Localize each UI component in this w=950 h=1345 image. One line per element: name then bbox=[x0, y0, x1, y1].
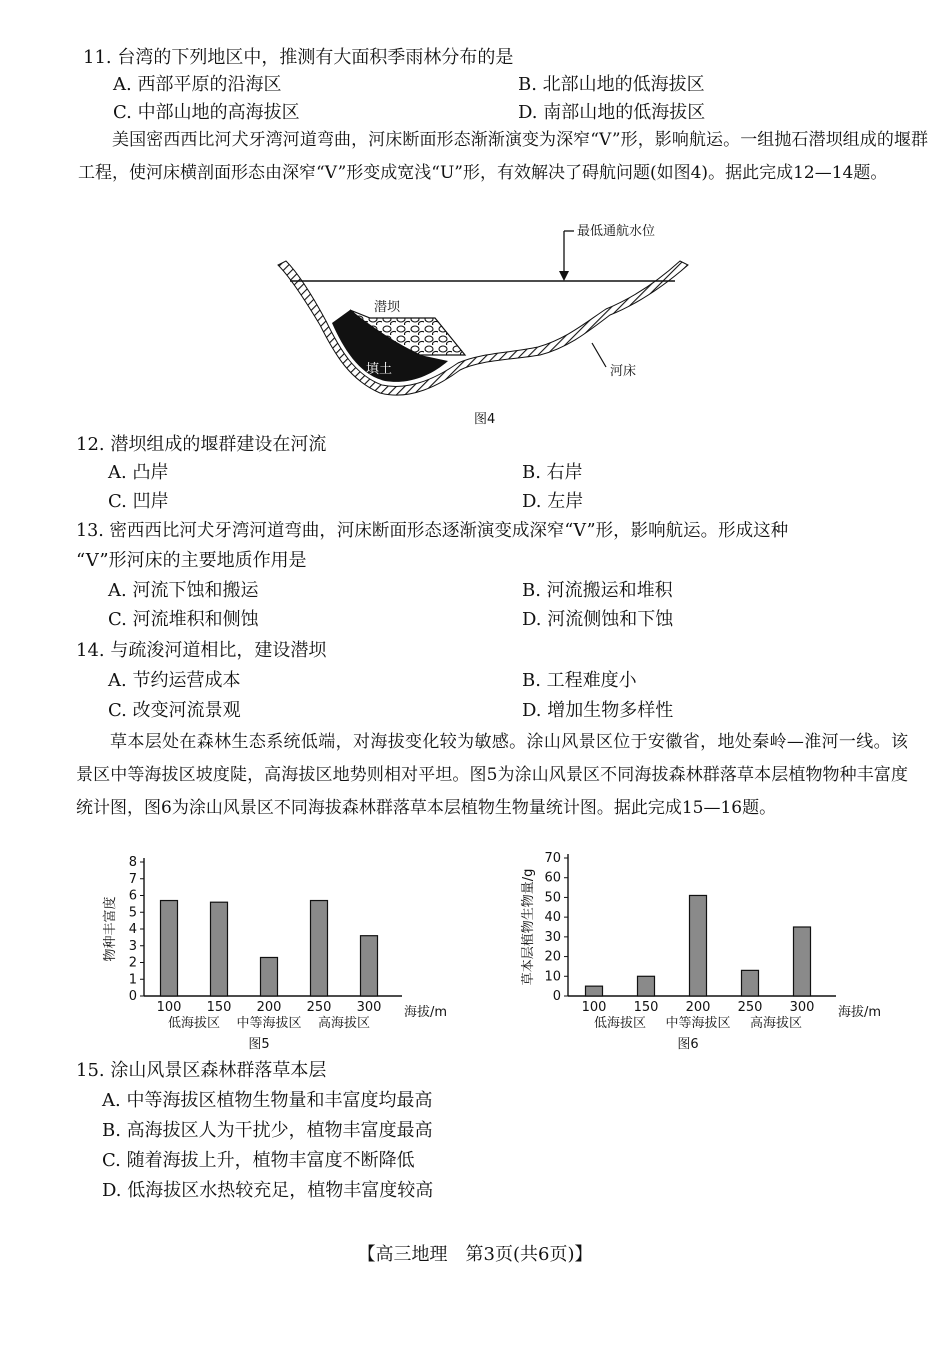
bar bbox=[311, 901, 328, 996]
bar bbox=[638, 976, 655, 996]
y-tick-label: 50 bbox=[544, 890, 561, 906]
zone-label: 中等海拔区 bbox=[665, 1016, 731, 1031]
y-tick-label: 8 bbox=[128, 855, 137, 870]
q11-option-a[interactable]: A. 西部平原的沿海区 bbox=[113, 74, 282, 95]
y-tick-label: 2 bbox=[128, 955, 137, 971]
q15-option-b[interactable]: B. 高海拔区人为干扰少，植物丰富度最高 bbox=[102, 1120, 433, 1141]
q14-option-a[interactable]: A. 节约运营成本 bbox=[108, 670, 241, 691]
x-tick-label: 100 bbox=[156, 1000, 182, 1015]
bar bbox=[690, 895, 707, 996]
y-axis-label: 物种丰富度 bbox=[103, 896, 118, 962]
q12-option-b[interactable]: B. 右岸 bbox=[522, 462, 583, 483]
q13-option-d[interactable]: D. 河流侧蚀和下蚀 bbox=[522, 609, 674, 630]
zone-label: 高海拔区 bbox=[749, 1016, 803, 1031]
y-tick-label: 5 bbox=[128, 905, 137, 921]
q11-option-b[interactable]: B. 北部山地的低海拔区 bbox=[518, 74, 705, 95]
q13-stem-line1: 13. 密西西比河犬牙湾河道弯曲，河床断面形态逐渐演变成深窄“V”形，影响航运。形成这种 bbox=[76, 521, 789, 541]
zone-label: 高海拔区 bbox=[317, 1016, 371, 1031]
label-fill: 填土 bbox=[366, 362, 393, 377]
q12-stem: 12. 潜坝组成的堰群建设在河流 bbox=[76, 434, 327, 455]
q15-option-d[interactable]: D. 低海拔区水热较充足，植物丰富度较高 bbox=[102, 1180, 434, 1201]
x-tick-label: 100 bbox=[581, 1000, 607, 1015]
q14-option-b[interactable]: B. 工程难度小 bbox=[522, 670, 637, 691]
figure-6-biomass-chart bbox=[516, 846, 896, 1050]
q13-option-a[interactable]: A. 河流下蚀和搬运 bbox=[108, 580, 259, 601]
x-axis-label: 海拔/m bbox=[838, 1005, 882, 1020]
bar bbox=[261, 957, 278, 996]
q15-stem: 15. 涂山风景区森林群落草本层 bbox=[76, 1060, 327, 1081]
figure-4-caption: 图4 bbox=[474, 412, 496, 427]
y-tick-label: 4 bbox=[128, 922, 137, 937]
y-tick-label: 20 bbox=[544, 949, 561, 965]
label-bed: 河床 bbox=[610, 364, 637, 379]
zone-label: 低海拔区 bbox=[593, 1016, 647, 1031]
label-water-level: 最低通航水位 bbox=[577, 224, 656, 239]
q15-option-c[interactable]: C. 随着海拔上升，植物丰富度不断降低 bbox=[102, 1150, 415, 1171]
y-tick-label: 40 bbox=[544, 910, 561, 926]
x-tick-label: 200 bbox=[685, 1000, 711, 1015]
y-tick-label: 30 bbox=[544, 929, 561, 945]
q11-option-c[interactable]: C. 中部山地的高海拔区 bbox=[113, 102, 300, 123]
q14-option-c[interactable]: C. 改变河流景观 bbox=[108, 700, 241, 721]
q12-option-a[interactable]: A. 凸岸 bbox=[108, 462, 169, 483]
q15-option-a[interactable]: A. 中等海拔区植物生物量和丰富度均最高 bbox=[102, 1090, 433, 1111]
q12-option-c[interactable]: C. 凹岸 bbox=[108, 491, 169, 512]
q14-stem: 14. 与疏浚河道相比，建设潜坝 bbox=[76, 640, 327, 661]
x-tick-label: 150 bbox=[206, 1000, 232, 1015]
x-tick-label: 150 bbox=[633, 1000, 659, 1015]
q13-stem-line2: “V”形河床的主要地质作用是 bbox=[76, 550, 307, 571]
y-tick-label: 70 bbox=[544, 851, 561, 866]
y-tick-label: 7 bbox=[128, 871, 137, 887]
y-tick-label: 1 bbox=[128, 972, 137, 988]
y-tick-label: 60 bbox=[544, 870, 561, 886]
bar bbox=[794, 927, 811, 996]
bar bbox=[361, 936, 378, 996]
chart-title: 图5 bbox=[248, 1037, 270, 1050]
q13-option-c[interactable]: C. 河流堆积和侧蚀 bbox=[108, 609, 259, 630]
passage-15-16: 草本层处在森林生态系统低端，对海拔变化较为敏感。涂山风景区位于安徽省，地处秦岭—淮河一线。该景区中等海拔区坡度陡，高海拔区地势则相对平坦。图5为涂山风景区不同海拔森林群落草本层植物物种丰富度统计图，图6为涂山风景区不同海拔森林群落草本层植物生物量统计图。据此完成15—16题。 bbox=[76, 732, 908, 818]
q12-option-d[interactable]: D. 左岸 bbox=[522, 491, 584, 512]
y-tick-label: 3 bbox=[128, 938, 137, 954]
q11-option-d[interactable]: D. 南部山地的低海拔区 bbox=[518, 102, 706, 123]
x-axis-label: 海拔/m bbox=[404, 1005, 448, 1020]
bar bbox=[742, 970, 759, 996]
q14-option-d[interactable]: D. 增加生物多样性 bbox=[522, 700, 674, 721]
label-dam: 潜坝 bbox=[374, 300, 401, 315]
page-footer: 【高三地理 第3页(共6页)】 bbox=[357, 1244, 593, 1265]
x-tick-label: 300 bbox=[356, 1000, 382, 1015]
figure-5-species-richness-chart bbox=[100, 852, 460, 1050]
passage-12-14: 美国密西西比河犬牙湾河道弯曲，河床断面形态渐渐演变为深窄“V”形，影响航运。一组抛石潜坝组成的堰群工程，使河床横剖面形态由深窄“V”形变成宽浅“U”形，有效解决了碍航问题(如图4)。据此完成12—14题。 bbox=[78, 130, 928, 183]
x-tick-label: 250 bbox=[306, 1000, 332, 1015]
y-axis-label: 草本层植物生物量/g bbox=[521, 868, 536, 986]
q11-stem: 11. 台湾的下列地区中，推测有大面积季雨林分布的是 bbox=[83, 47, 514, 68]
y-tick-label: 10 bbox=[544, 969, 561, 985]
q13-option-b[interactable]: B. 河流搬运和堆积 bbox=[522, 580, 673, 601]
zone-label: 低海拔区 bbox=[167, 1016, 221, 1031]
figure-4-river-cross-section bbox=[270, 215, 700, 405]
x-tick-label: 300 bbox=[789, 1000, 815, 1015]
y-tick-label: 0 bbox=[128, 989, 137, 1004]
bar bbox=[211, 902, 228, 996]
arrow-down-icon bbox=[559, 271, 569, 281]
y-tick-label: 0 bbox=[552, 989, 561, 1004]
y-tick-label: 6 bbox=[128, 888, 137, 904]
bar bbox=[586, 986, 603, 996]
chart-title: 图6 bbox=[677, 1037, 699, 1050]
bar bbox=[161, 901, 178, 996]
x-tick-label: 250 bbox=[737, 1000, 763, 1015]
zone-label: 中等海拔区 bbox=[236, 1016, 302, 1031]
x-tick-label: 200 bbox=[256, 1000, 282, 1015]
